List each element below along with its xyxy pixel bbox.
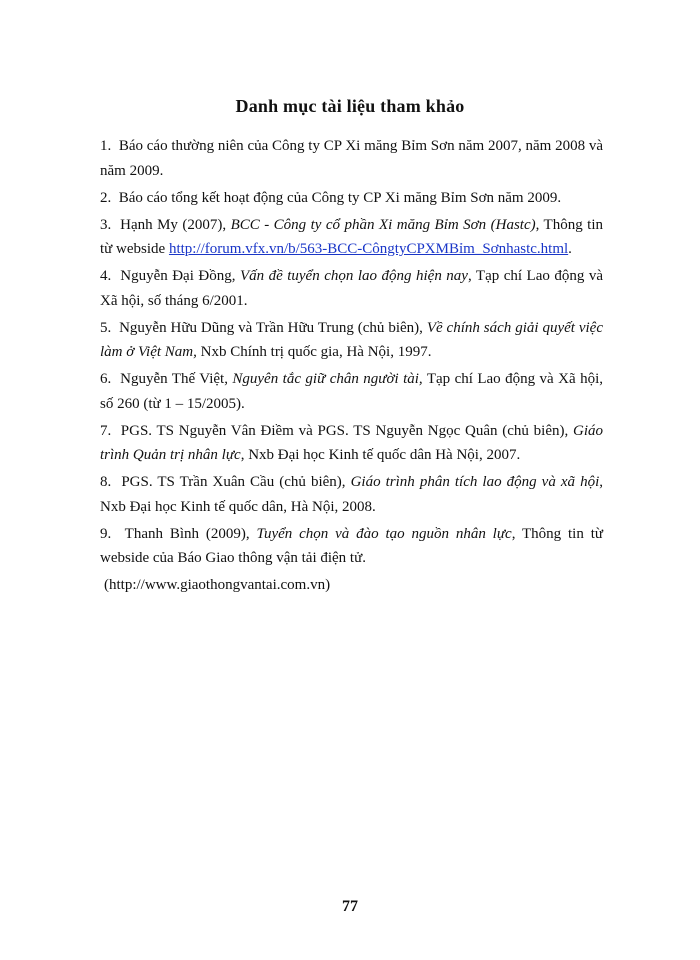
reference-end: .	[568, 241, 572, 257]
reference-author: Hạnh My (2007),	[120, 216, 231, 233]
reference-source: , Thông tin từ webside	[100, 216, 603, 257]
reference-number: 1.	[100, 138, 112, 154]
reference-number: 3.	[100, 216, 112, 233]
page-title: Danh mục tài liệu tham khảo	[235, 96, 465, 116]
reference-item-2	[100, 186, 603, 211]
reference-text: Báo cáo thường niên của Công ty CP Xi măng Bỉm Sơn năm 2007, năm 2008 và năm 2009.	[100, 138, 604, 179]
reference-item-9	[100, 522, 603, 571]
reference-author: Thanh Bình (2009),	[124, 525, 257, 542]
reference-item-7	[100, 419, 603, 468]
reference-title: Giáo trình Quản trị nhân lực	[100, 422, 603, 463]
reference-item-6	[100, 367, 603, 416]
reference-item-1	[100, 134, 603, 183]
reference-item-4	[100, 264, 603, 313]
reference-number: 6.	[100, 371, 112, 387]
reference-list	[100, 134, 603, 598]
reference-source: , Nxb Đại học Kinh tế quốc dân Hà Nội, 2007.	[240, 447, 521, 463]
page-number: 77	[342, 898, 358, 915]
reference-author: Nguyễn Hữu Dũng và Trần Hữu Trung (chủ biên),	[119, 319, 427, 336]
reference-extra-url: (http://www.giaothongvantai.com.vn)	[104, 577, 331, 593]
reference-number: 4.	[100, 268, 112, 284]
reference-source: , Thông tin từ webside của Báo Giao thông vận tải điện tử.	[100, 525, 603, 566]
reference-source: , Nxb Đại học Kinh tế quốc dân, Hà Nội, 2008.	[100, 474, 603, 515]
reference-title: Vấn đề tuyển chọn lao động hiện nay	[239, 268, 468, 284]
reference-number: 7.	[100, 422, 112, 439]
reference-number: 8.	[100, 474, 112, 490]
reference-item-8	[100, 470, 603, 519]
reference-item-3	[100, 213, 603, 262]
reference-author: Nguyễn Thế Việt,	[120, 371, 233, 387]
reference-link[interactable]: http://forum.vfx.vn/b/563-BCC-CôngtyCPXMBỉm_Sơnhastc.html	[168, 241, 569, 257]
reference-title: BCC - Công ty cổ phần Xi măng Bỉm Sơn (Hastc)	[230, 216, 536, 233]
reference-author: PGS. TS Trần Xuân Cầu (chủ biên),	[121, 474, 351, 490]
reference-number: 9.	[100, 525, 112, 542]
reference-source: Tạp chí Lao động và Xã hội, số 260 (từ 1 – 15/2005).	[100, 371, 603, 412]
reference-title: Tuyển chọn và đào tạo nguồn nhân lực	[256, 525, 512, 542]
reference-number: 5.	[100, 319, 112, 336]
reference-author: PGS. TS Nguyễn Vân Điềm và PGS. TS Nguyễn Ngọc Quân (chủ biên),	[120, 422, 573, 439]
reference-title: Về chính sách giải quyết việc làm ở Việt Nam,	[100, 319, 603, 360]
reference-number: 2.	[100, 189, 112, 206]
reference-title: Giáo trình phân tích lao động và xã hội	[350, 474, 600, 490]
reference-title: Nguyên tắc giữ chân người tài,	[232, 371, 423, 387]
reference-item-5	[100, 316, 603, 365]
reference-text: Báo cáo tổng kết hoạt động của Công ty CP Xi măng Bỉm Sơn năm 2009.	[118, 189, 562, 206]
reference-source: Nxb Chính trị quốc gia, Hà Nội, 1997.	[196, 344, 432, 360]
reference-author: Nguyễn Đại Đồng,	[120, 268, 240, 284]
reference-source: , Tạp chí Lao động và Xã hội, số tháng 6/2001.	[100, 268, 604, 309]
